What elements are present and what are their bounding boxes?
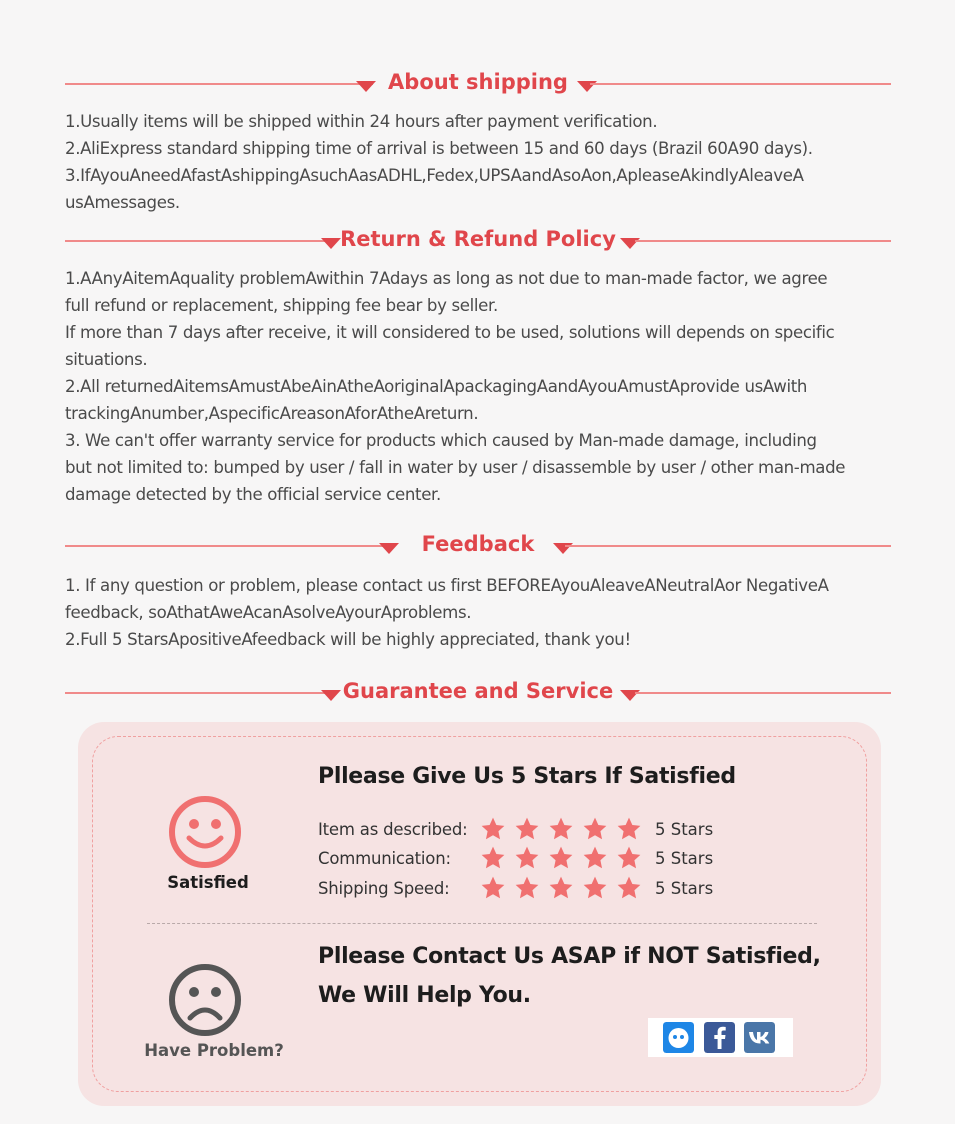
sad-face-icon <box>166 962 244 1038</box>
rating-label: Shipping Speed: <box>318 879 450 898</box>
section-title: Return & Refund Policy <box>340 227 616 251</box>
section-header-shipping <box>65 68 891 98</box>
section-title: Guarantee and Service <box>342 679 614 703</box>
text-line: 1.Usually items will be shipped within 24 hours after payment verification. <box>65 112 658 131</box>
text-line: trackingAnumber,AspecificAreasonAforAtheAreturn. <box>65 404 479 423</box>
star-icon <box>548 875 574 901</box>
rating-row-communication <box>318 845 738 875</box>
text-line: usAmessages. <box>65 193 180 212</box>
vk-icon[interactable] <box>744 1022 775 1053</box>
facebook-icon[interactable] <box>704 1022 735 1053</box>
rating-count: 5 Stars <box>655 820 714 839</box>
text-line: 3.IfAyouAneedAfastAshippingAsuchAasADHL,Fedex,UPSAandAsoAon,ApleaseAkindlyAleaveA <box>65 166 804 185</box>
star-icon <box>582 816 608 842</box>
star-icon <box>480 845 506 871</box>
text-line: 2.Full 5 StarsApositiveAfeedback will be highly appreciated, thank you! <box>65 630 631 649</box>
text-line: full refund or replacement, shipping fee bear by seller. <box>65 296 498 315</box>
rating-count: 5 Stars <box>655 879 714 898</box>
rating-row-item <box>318 816 738 846</box>
section-header-guarantee <box>65 677 891 707</box>
star-icon <box>548 845 574 871</box>
satisfied-heading: Pllease Give Us 5 Stars If Satisfied <box>318 764 736 789</box>
star-icon <box>480 875 506 901</box>
text-line: but not limited to: bumped by user / fall in water by user / disassemble by user / other man-made <box>65 458 846 477</box>
social-links <box>648 1018 793 1057</box>
star-icon <box>582 845 608 871</box>
satisfied-label: Satisfied <box>167 873 249 892</box>
smile-icon <box>167 794 243 870</box>
section-title: About shipping <box>388 70 568 94</box>
text-line: If more than 7 days after receive, it will considered to be used, solutions will depends on specific <box>65 323 835 342</box>
text-line: 2.All returnedAitemsAmustAbeAinAtheAoriginalApackagingAandAyouAmustAprovide usAwith <box>65 377 808 396</box>
rating-row-shipping-speed <box>318 875 738 905</box>
star-icon <box>514 845 540 871</box>
section-title: Feedback <box>421 532 535 556</box>
star-icon <box>616 816 642 842</box>
feedback-text <box>65 572 895 653</box>
star-icon <box>480 816 506 842</box>
star-rating <box>480 875 650 903</box>
text-line: damage detected by the official service center. <box>65 485 441 504</box>
aliexpress-chat-icon[interactable] <box>663 1022 694 1053</box>
star-icon <box>616 875 642 901</box>
text-line: 1. If any question or problem, please contact us first BEFOREAyouAleaveANeutralAor NegativeA <box>65 576 829 595</box>
star-rating <box>480 845 650 873</box>
returns-text <box>65 265 895 508</box>
rating-label: Item as described: <box>318 820 468 839</box>
divider <box>147 923 817 924</box>
text-line: feedback, soAthatAweAcanAsolveAyourAproblems. <box>65 603 472 622</box>
text-line: 2.AliExpress standard shipping time of arrival is between 15 and 60 days (Brazil 60A90 days). <box>65 139 813 158</box>
star-icon <box>616 845 642 871</box>
problem-heading-line1: Pllease Contact Us ASAP if NOT Satisfied, <box>318 944 821 969</box>
text-line: 1.AAnyAitemAquality problemAwithin 7Adays as long as not due to man-made factor, we agree <box>65 269 828 288</box>
problem-heading-line2: We Will Help You. <box>318 983 531 1008</box>
star-icon <box>514 816 540 842</box>
section-header-returns <box>65 225 891 255</box>
star-icon <box>582 875 608 901</box>
rating-count: 5 Stars <box>655 849 714 868</box>
rating-label: Communication: <box>318 849 451 868</box>
star-rating <box>480 816 650 844</box>
shipping-text <box>65 108 895 216</box>
star-icon <box>514 875 540 901</box>
section-header-feedback <box>65 530 891 560</box>
star-icon <box>548 816 574 842</box>
have-problem-label: Have Problem? <box>144 1041 284 1060</box>
text-line: situations. <box>65 350 148 369</box>
text-line: 3. We can't offer warranty service for products which caused by Man-made damage, including <box>65 431 817 450</box>
